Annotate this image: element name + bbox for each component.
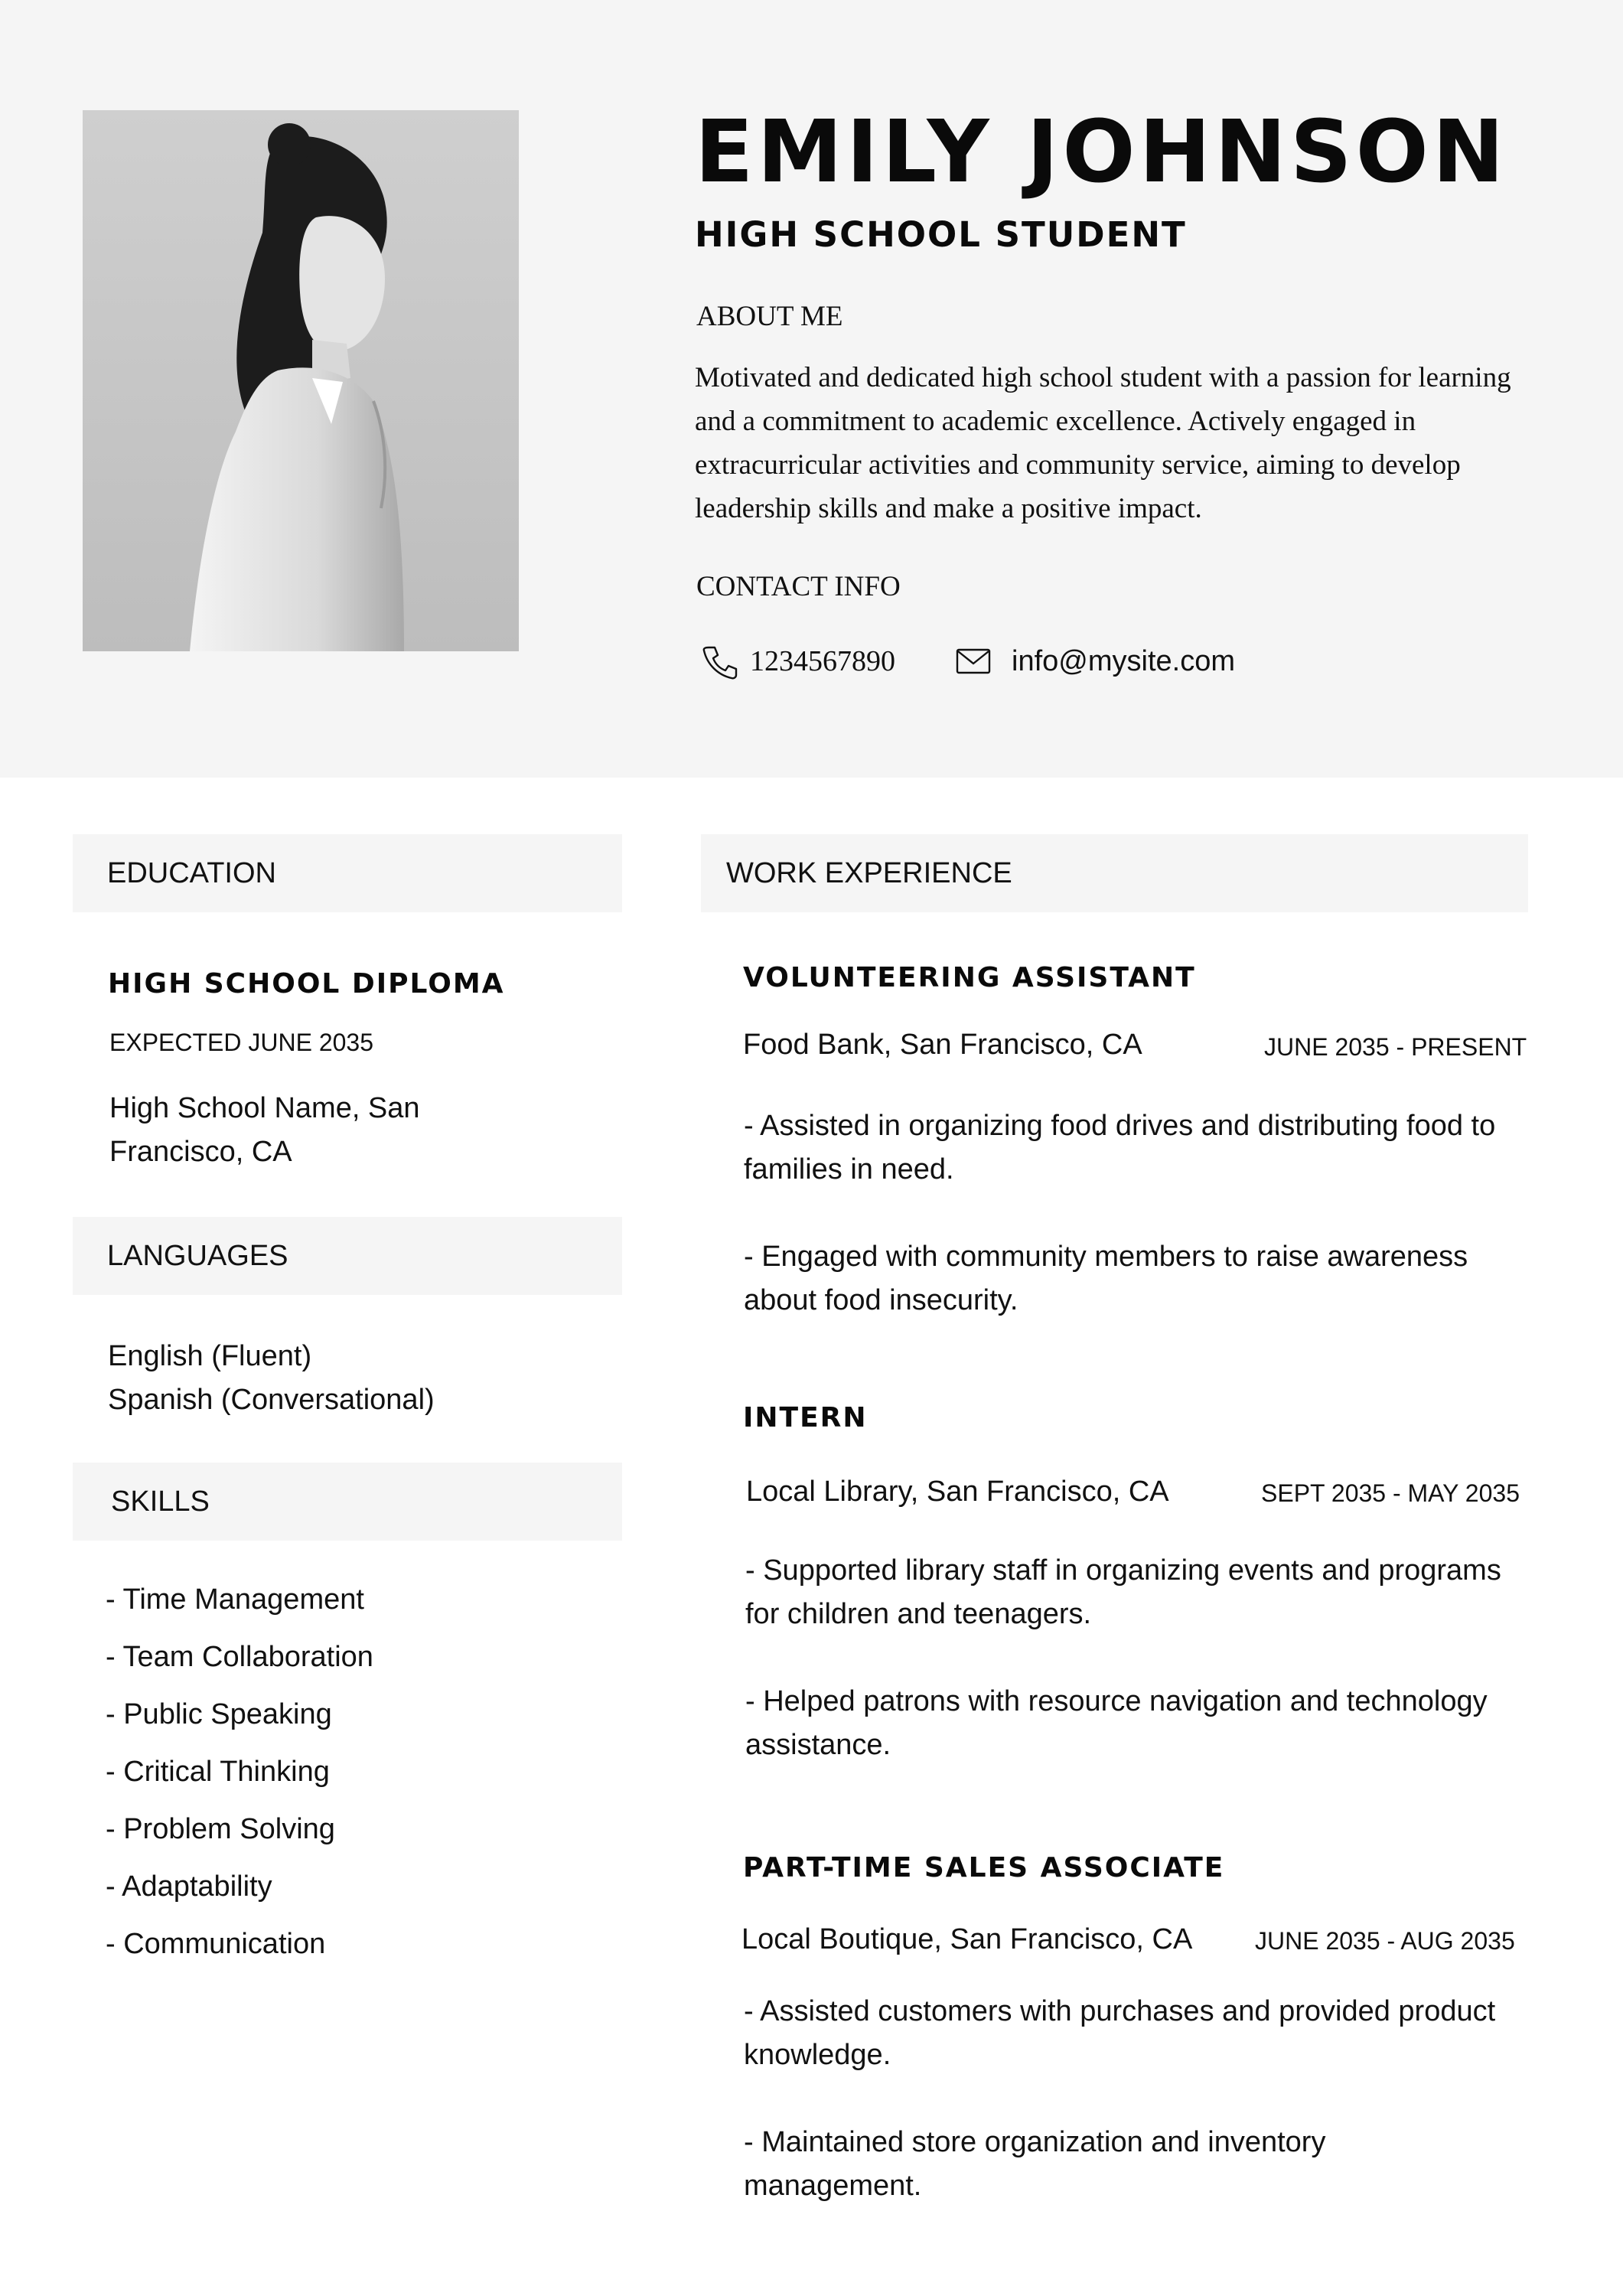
job-title: PART-TIME SALES ASSOCIATE [743,1852,1225,1883]
candidate-name: EMILY JOHNSON [695,103,1508,202]
about-heading: ABOUT ME [696,301,843,332]
envelope-icon [955,643,992,680]
job-bullet: - Supported library staff in organizing events and programs for children and teenagers. [745,1554,1501,1630]
job-bullets [744,1990,1509,2208]
languages-list [108,1335,605,1422]
job-bullet: - Helped patrons with resource navigation and technology assistance. [745,1685,1488,1761]
education-section-bar [73,834,622,912]
language-item: Spanish (Conversational) [108,1384,435,1416]
skills-heading: SKILLS [111,1485,210,1518]
job-dates: JUNE 2035 - PRESENT [1264,1033,1527,1061]
contact-email [955,643,1235,680]
education-school [109,1087,569,1174]
job-bullet: - Assisted customers with purchases and provided product knowledge. [744,1995,1496,2071]
skill-item: - Critical Thinking [106,1756,330,1788]
job-meta [743,1029,1142,1062]
job-meta [746,1476,1169,1508]
job-dates: JUNE 2035 - AUG 2035 [1255,1927,1515,1955]
work-heading: WORK EXPERIENCE [726,856,1012,889]
job-bullet: - Maintained store organization and inventory management. [744,2126,1326,2202]
contact-phone [701,643,895,680]
skill-item: - Team Collaboration [106,1641,373,1673]
job-place: Local Library, San Francisco, CA [746,1476,1169,1508]
job-place: Local Boutique, San Francisco, CA [741,1923,1193,1955]
job-bullet: - Assisted in organizing food drives and distributing food to families in need. [744,1110,1496,1186]
job-title: INTERN [743,1402,868,1433]
skill-item: - Public Speaking [106,1698,332,1730]
languages-section-bar [73,1217,622,1295]
skills-section-bar [73,1463,622,1541]
school-line: Francisco, CA [109,1136,292,1168]
skill-item: - Communication [106,1928,326,1960]
contact-heading: CONTACT INFO [696,571,901,602]
job-bullet: - Engaged with community members to raise awareness about food insecurity. [744,1241,1468,1316]
education-degree: HIGH SCHOOL DIPLOMA [108,968,505,1000]
job-bullets [744,1104,1501,1322]
phone-number[interactable]: 1234567890 [750,645,895,677]
profile-photo [83,110,519,651]
skill-item: - Adaptability [106,1870,272,1903]
education-expected-date: EXPECTED JUNE 2035 [109,1029,374,1056]
work-section-bar [701,834,1528,912]
job-dates: SEPT 2035 - MAY 2035 [1261,1479,1520,1507]
school-line: High School Name, San [109,1092,420,1124]
job-bullets [745,1549,1511,1767]
skill-item: - Problem Solving [106,1813,335,1845]
job-title: VOLUNTEERING ASSISTANT [743,962,1196,993]
job-meta [741,1923,1192,1956]
email-address[interactable]: info@mysite.com [1012,644,1235,677]
about-text: Motivated and dedicated high school student with a passion for learning and a commitment to academic excellence. Actively engaged in extracurricular activities and community service, aiming to develop leadership skills and make a positive impact. [695,362,1511,524]
education-heading: EDUCATION [107,856,276,889]
skills-list [106,1571,373,1973]
candidate-role: HIGH SCHOOL STUDENT [695,214,1187,255]
language-item: English (Fluent) [108,1340,312,1372]
job-place: Food Bank, San Francisco, CA [743,1029,1142,1061]
phone-icon [701,643,738,680]
languages-heading: LANGUAGES [107,1239,288,1272]
skill-item: - Time Management [106,1583,364,1616]
